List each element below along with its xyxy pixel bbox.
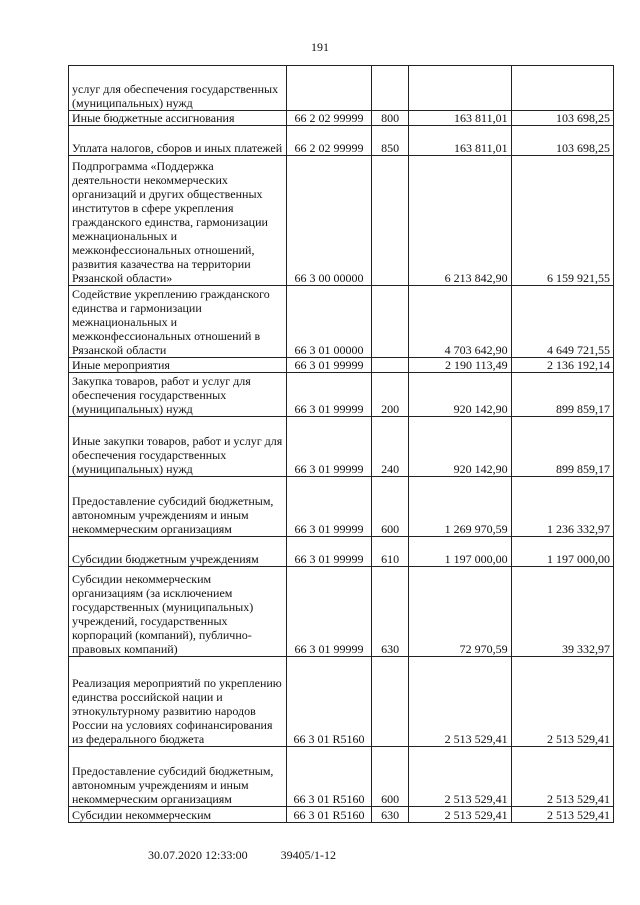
table-row: [69, 807, 614, 823]
row-name-text: Подпрограмма «Поддержка деятельности некоммерческих организаций и других общественных институтов в сфере укрепления гражданского единства, гармонизации межнациональных и межконфессиональных отношений, развития казачества на территории Рязанской области»: [72, 159, 268, 285]
row-code-text: 66 3 01 00000: [294, 343, 364, 357]
row-name: [69, 567, 287, 657]
row-expense-type-text: 600: [381, 522, 400, 536]
row-code-text: 66 2 02 99999: [294, 141, 364, 155]
row-code: [286, 286, 371, 358]
row-sum-1-text: 1 269 970,59: [444, 522, 508, 536]
table-row: [69, 126, 614, 156]
table-row: [69, 66, 614, 111]
row-name-text: Субсидии бюджетным учреждениям: [72, 552, 259, 566]
row-name: [69, 126, 287, 156]
row-sum-2: [511, 358, 613, 373]
row-expense-type: [372, 126, 409, 156]
row-sum-1-text: 2 190 113,49: [445, 358, 508, 372]
row-name: [69, 156, 287, 286]
row-sum-1-text: 2 513 529,41: [444, 732, 508, 746]
row-sum-2-text: 2 513 529,41: [547, 808, 610, 822]
row-sum-1-text: 163 811,01: [454, 111, 508, 125]
row-code: [286, 477, 371, 537]
row-name: [69, 417, 287, 477]
row-name-text: Содействие укреплению гражданского единства и гармонизации межнациональных и межконфессиональных отношений в Рязанской области: [72, 287, 270, 357]
budget-table: [68, 65, 614, 823]
row-name: [69, 747, 287, 807]
row-code-text: 66 3 01 R5160: [293, 732, 365, 746]
row-name-text: Субсидии некоммерческим организациям (за исключением государственных (муниципальных) учреждений, государственных корпораций (компаний), публично-правовых компаний): [72, 572, 254, 656]
row-code: [286, 358, 371, 373]
row-sum-2: [511, 747, 613, 807]
row-name-text: Предоставление субсидий бюджетным, автономным учреждениям и иным некоммерческим организациям: [72, 494, 274, 536]
row-code: [286, 373, 371, 417]
row-code-text: 66 3 01 99999: [294, 522, 364, 536]
row-sum-1-text: 2 513 529,41: [444, 808, 508, 822]
row-sum-2-text: 2 513 529,41: [547, 792, 610, 806]
row-sum-1: [409, 417, 511, 477]
row-sum-1: [409, 537, 511, 567]
row-sum-2-text: 1 197 000,00: [547, 552, 610, 566]
row-sum-1: [409, 111, 511, 126]
table-row: [69, 747, 614, 807]
table-row: [69, 537, 614, 567]
row-name: [69, 286, 287, 358]
table-row: [69, 111, 614, 126]
table-row: [69, 286, 614, 358]
footer-timestamp: 30.07.2020 12:33:00: [148, 848, 248, 862]
row-code: [286, 417, 371, 477]
row-name: [69, 807, 287, 823]
row-code: [286, 66, 371, 111]
row-expense-type-text: 200: [381, 402, 400, 416]
row-sum-2-text: 2 513 529,41: [547, 732, 610, 746]
row-code: [286, 156, 371, 286]
row-expense-type: [372, 807, 409, 823]
row-sum-2-text: 4 649 721,55: [547, 343, 610, 357]
footer-reg-number: 39405/1-12: [280, 848, 337, 862]
row-expense-type: [372, 286, 409, 358]
row-name: [69, 477, 287, 537]
row-name-text: Предоставление субсидий бюджетным, автономным учреждениям и иным некоммерческим организациям: [72, 764, 274, 806]
row-sum-2: [511, 477, 613, 537]
row-expense-type-text: 240: [381, 462, 400, 476]
row-code: [286, 126, 371, 156]
row-expense-type: [372, 657, 409, 747]
row-sum-1-text: 1 197 000,00: [444, 552, 508, 566]
row-name-text: Уплата налогов, сборов и иных платежей: [72, 141, 283, 155]
row-name-text: Закупка товаров, работ и услуг для обеспечения государственных (муниципальных) нужд: [72, 374, 251, 416]
row-code-text: 66 3 01 R5160: [293, 808, 365, 822]
row-code: [286, 657, 371, 747]
row-expense-type: [372, 358, 409, 373]
row-code: [286, 807, 371, 823]
row-code-text: 66 3 00 00000: [294, 271, 364, 285]
row-sum-2: [511, 286, 613, 358]
row-code: [286, 747, 371, 807]
row-name: [69, 358, 287, 373]
row-sum-1-text: 920 142,90: [453, 402, 508, 416]
row-expense-type: [372, 417, 409, 477]
row-name-text: Иные мероприятия: [72, 358, 170, 372]
row-sum-1: [409, 358, 511, 373]
row-sum-1: [409, 477, 511, 537]
row-sum-2: [511, 567, 613, 657]
row-sum-1: [409, 657, 511, 747]
row-sum-2: [511, 126, 613, 156]
row-sum-1: [409, 286, 511, 358]
row-sum-2-text: 899 859,17: [556, 402, 610, 416]
row-sum-1: [409, 66, 511, 111]
table-row: [69, 567, 614, 657]
row-sum-2-text: 6 159 921,55: [547, 271, 610, 285]
row-sum-1-text: 72 970,59: [459, 642, 508, 656]
row-sum-1: [409, 373, 511, 417]
row-sum-2-text: 103 698,25: [556, 111, 610, 125]
row-expense-type-text: 630: [381, 808, 400, 822]
table-row: [69, 657, 614, 747]
row-expense-type: [372, 111, 409, 126]
row-name-text: Иные закупки товаров, работ и услуг для обеспечения государственных (муниципальных) нужд: [72, 434, 283, 476]
row-expense-type: [372, 156, 409, 286]
row-name-text: Иные бюджетные ассигнования: [72, 111, 235, 125]
table-row: [69, 373, 614, 417]
row-sum-1-text: 920 142,90: [453, 462, 508, 476]
table-row: [69, 417, 614, 477]
row-sum-2: [511, 537, 613, 567]
row-code-text: 66 3 01 99999: [294, 642, 364, 656]
row-sum-2: [511, 156, 613, 286]
row-code-text: 66 3 01 99999: [294, 552, 364, 566]
row-sum-1: [409, 747, 511, 807]
row-sum-2: [511, 111, 613, 126]
row-sum-2: [511, 807, 613, 823]
row-name: [69, 66, 287, 111]
row-code-text: 66 3 01 99999: [294, 358, 364, 372]
row-code-text: 66 2 02 99999: [294, 111, 364, 125]
row-sum-1: [409, 567, 511, 657]
page-number: 191: [311, 40, 329, 54]
row-expense-type: [372, 373, 409, 417]
row-name: [69, 537, 287, 567]
row-sum-1: [409, 807, 511, 823]
row-expense-type-text: 600: [381, 792, 400, 806]
table-row: [69, 477, 614, 537]
row-expense-type-text: 800: [381, 111, 400, 125]
row-expense-type-text: 850: [381, 141, 400, 155]
row-sum-2-text: 103 698,25: [556, 141, 610, 155]
row-code: [286, 567, 371, 657]
row-name-text: Реализация мероприятий по укреплению единства российской нации и этнокультурному развитию народов России на условиях софинансирования из федерального бюджета: [72, 676, 282, 746]
row-expense-type: [372, 537, 409, 567]
row-sum-1: [409, 126, 511, 156]
row-sum-2: [511, 373, 613, 417]
row-sum-2: [511, 66, 613, 111]
row-code-text: 66 3 01 99999: [294, 402, 364, 416]
row-code-text: 66 3 01 99999: [294, 462, 364, 476]
row-sum-1-text: 4 703 642,90: [444, 343, 508, 357]
row-sum-2-text: 1 236 332,97: [547, 522, 610, 536]
row-sum-2: [511, 417, 613, 477]
row-expense-type: [372, 567, 409, 657]
row-sum-2-text: 2 136 192,14: [547, 358, 610, 372]
table-row: [69, 358, 614, 373]
row-sum-1: [409, 156, 511, 286]
row-expense-type: [372, 66, 409, 111]
row-sum-2-text: 899 859,17: [556, 462, 610, 476]
footer: [148, 848, 336, 863]
table-row: [69, 156, 614, 286]
row-expense-type: [372, 747, 409, 807]
row-name-text: услуг для обеспечения государственных (муниципальных) нужд: [72, 82, 279, 110]
row-sum-1-text: 163 811,01: [454, 141, 508, 155]
row-expense-type-text: 610: [381, 552, 400, 566]
row-code: [286, 537, 371, 567]
row-sum-1-text: 6 213 842,90: [444, 271, 508, 285]
row-sum-2: [511, 657, 613, 747]
row-name: [69, 373, 287, 417]
row-name: [69, 111, 287, 126]
row-expense-type-text: 630: [381, 642, 400, 656]
row-code-text: 66 3 01 R5160: [293, 792, 365, 806]
row-expense-type: [372, 477, 409, 537]
row-name: [69, 657, 287, 747]
row-sum-2-text: 39 332,97: [562, 642, 610, 656]
row-name-text: Субсидии некоммерческим: [72, 808, 212, 822]
row-sum-1-text: 2 513 529,41: [444, 792, 508, 806]
row-code: [286, 111, 371, 126]
